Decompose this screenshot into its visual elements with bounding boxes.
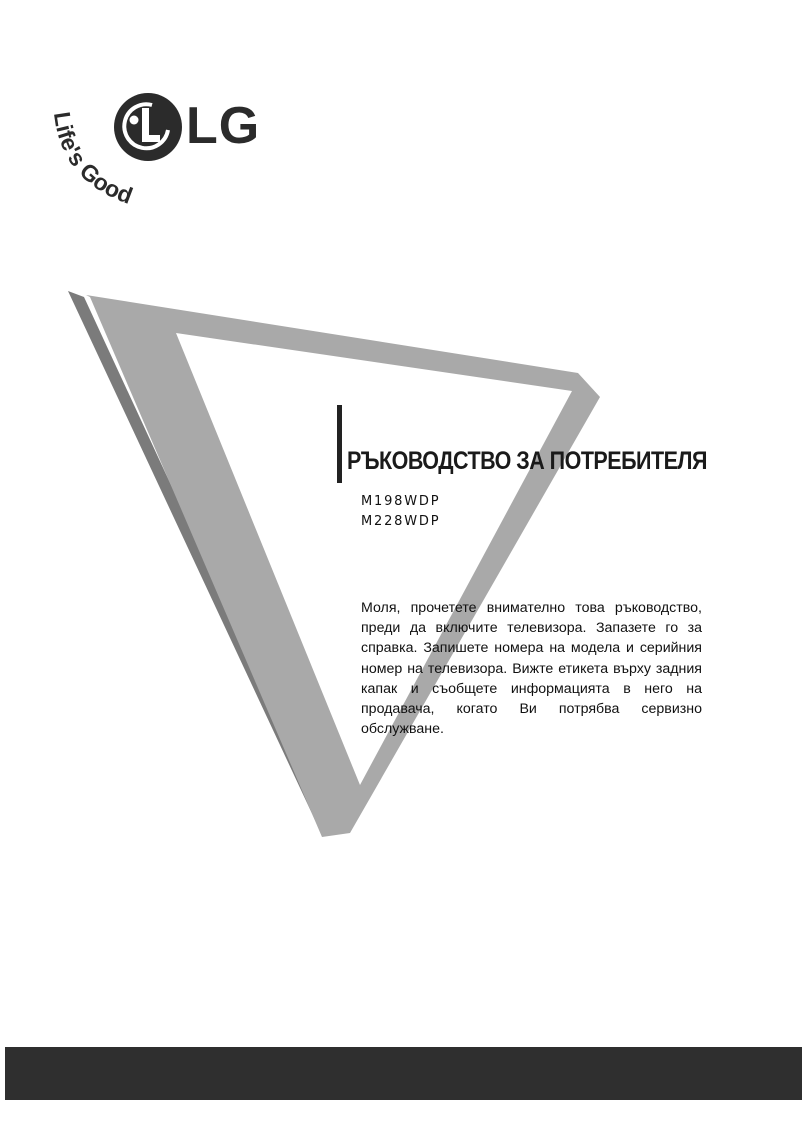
model-number: M228WDP — [361, 514, 441, 529]
intro-paragraph: Моля, прочетете внимателно това ръководство, преди да включите телевизора. Запазете го за справка. Запишете номера на модела и серийния номер на телевизора. Вижте етикета върху задния капак и съобщете информацията в него на продавача, когато Ви потрябва сервизно обслужване. — [361, 600, 702, 738]
model-number: M198WDP — [361, 494, 441, 509]
manual-title: РЪКОВОДСТВО ЗА ПОТРЕБИТЕЛЯ — [347, 447, 707, 475]
tagline — [40, 105, 180, 225]
decorative-frame — [60, 285, 600, 845]
svg-text:Life's Good — [49, 110, 136, 209]
tagline-text: Life's Good — [48, 110, 137, 209]
lg-wordmark: LG — [186, 97, 261, 155]
title-accent-bar — [337, 405, 342, 483]
footer-band — [5, 1047, 802, 1100]
